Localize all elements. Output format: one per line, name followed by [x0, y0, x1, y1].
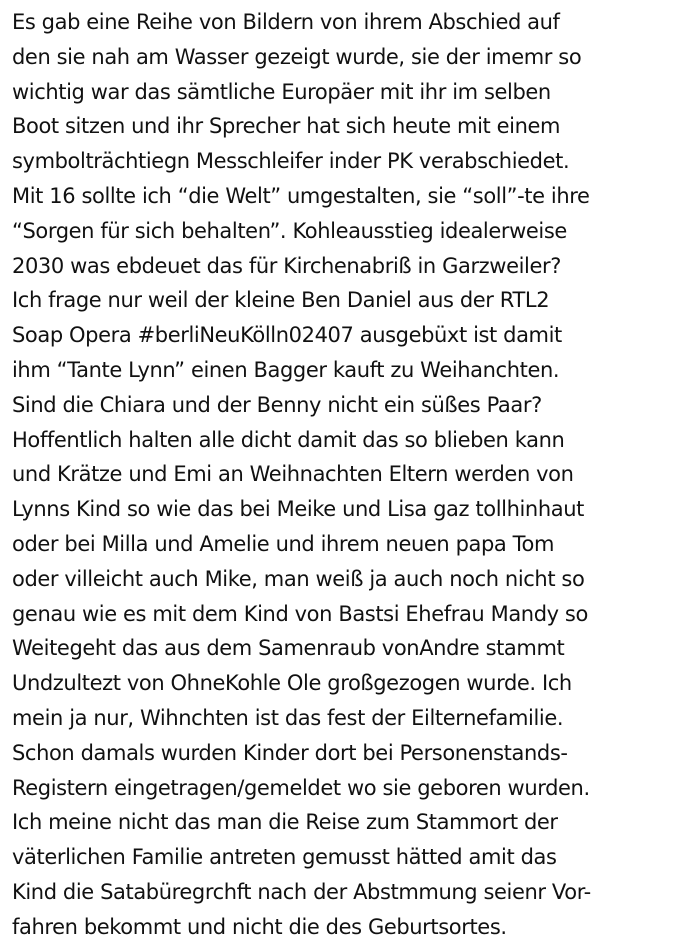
text-line: Es gab eine Reihe von Bildern von ihrem Abschied auf: [12, 10, 560, 34]
text-line: den sie nah am Wasser gezeigt wurde, sie der imemr so: [12, 44, 582, 69]
text-line: 2030 was ebdeuet das für Kirchenabriß in Garzweiler?: [12, 253, 561, 278]
text-line: fahren bekommt und nicht die des Geburtsortes.: [12, 914, 507, 939]
text-line: genau wie es mit dem Kind von Bastsi Ehefrau Mandy so: [12, 601, 588, 626]
text-line: Kind die Satabüregrchft nach der Abstmmung seienr Vor-: [12, 879, 591, 904]
text-line: und Krätze und Emi an Weihnachten Eltern werden von: [12, 462, 574, 487]
text-line: Schon damals wurden Kinder dort bei Personenstands-: [12, 740, 568, 765]
text-line: Sind die Chiara und der Benny nicht ein süßes Paar?: [12, 392, 542, 417]
text-line: väterlichen Familie antreten gemusst hätted amit das: [12, 845, 557, 870]
text-line: oder villeicht auch Mike, man weiß ja auch noch nicht so: [12, 566, 585, 591]
text-line: ihm “Tante Lynn” einen Bagger kauft zu Weihanchten.: [12, 357, 560, 382]
text-line: Registern eingetragen/gemeldet wo sie geboren wurden.: [12, 775, 590, 800]
text-line: Ich meine nicht das man die Reise zum Stammort der: [12, 810, 558, 835]
text-line: Ich frage nur weil der kleine Ben Daniel aus der RTL2: [12, 288, 550, 313]
body-text: [12, 5, 684, 945]
text-line: mein ja nur, Wihnchten ist das fest der Eilternefamilie.: [12, 705, 564, 730]
text-line: symbolträchtiegn Messchleifer inder PK verabschiedet.: [12, 149, 570, 174]
text-line: Weitegeht das aus dem Samenraub vonAndre stammt: [12, 636, 565, 661]
text-line: Boot sitzen und ihr Sprecher hat sich heute mit einem: [12, 114, 561, 139]
text-line: Soap Opera #berliNeuKölln02407 ausgebüxt ist damit: [12, 323, 562, 348]
text-line: Lynns Kind so wie das bei Meike und Lisa gaz tollhinhaut: [12, 497, 584, 522]
text-line: oder bei Milla und Amelie und ihrem neuen papa Tom: [12, 531, 555, 556]
text-line: wichtig war das sämtliche Europäer mit ihr im selben: [12, 79, 551, 104]
text-line: Mit 16 sollte ich “die Welt” umgestalten, sie “soll”-te ihre: [12, 183, 590, 208]
text-line: Undzultezt von OhneKohle Ole großgezogen wurde. Ich: [12, 671, 572, 696]
text-line: Hoffentlich halten alle dicht damit das so blieben kann: [12, 427, 565, 452]
text-line: “Sorgen für sich behalten”. Kohleausstieg idealerweise: [12, 218, 567, 243]
